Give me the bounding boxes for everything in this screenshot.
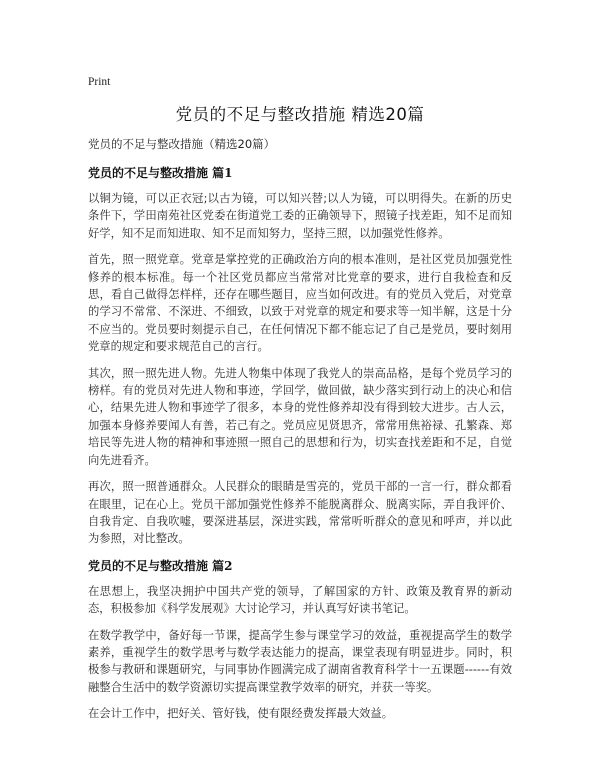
paragraph: 再次，照一照普通群众。人民群众的眼睛是雪亮的，党员干部的一言一行，群众都看在眼里，记在心上。党员干部加强党性修养不能脱离群众、脱离实际，弄自我评价、自我肯定、自我吹嘘，要深进基层，深进实践，常常听听群众的意见和呼声，并以此为参照，对比整改。 [88,480,512,546]
paragraph: 首先，照一照党章。党章是掌控党的正确政治方向的根本准则，是社区党员加强党性修养的根本标准。每一个社区党员都应当常常对比党章的要求，进行自我检查和反思，看自己做得怎样样，还存在哪些题目，应当如何改进。有的党员入党后，对党章的学习不常常、不深进、不细致，以致于对党章的规定和要求等一知半解，这是十分不应当的。党员要时刻提示自己，在任何情况下都不能忘记了自己是党员，要时刻用党章的规定和要求规范自己的言行。 [88,253,512,354]
paragraph: 以铜为镜，可以正衣冠;以古为镜，可以知兴替;以人为镜，可以明得失。在新的历史条件下，学田南苑社区党委在街道党工委的正确领导下，照镜子找差距，知不足而知好学，知不足而知进取、知不足而知努力，坚持三照，以加强党性修养。 [88,192,512,240]
paragraph: 其次，照一照先进人物。先进人物集中体现了我党人的崇高品格，是每个党员学习的榜样。有的党员对先进人物和事迹，学回学，做回做，缺少落实到行动上的决心和信心，结果先进人物和事迹学了很多，本身的党性修养却没有得到较大进步。古人云，加强本身修养要闻人有善，若己有之。党员应见贤思齐，常常用焦裕禄、孔繁森、郑培民等先进人物的精神和事迹照一照自己的思想和行为，切实查找差距和不足，自觉向先进看齐。 [88,366,512,467]
paragraph: 在思想上，我坚决拥护中国共产党的领导，了解国家的方针、政策及教育界的新动态，积极参加《科学发展观》大讨论学习，并认真写好读书笔记。 [88,584,512,616]
paragraph: 在会计工作中，把好关、管好钱，使有限经费发挥最大效益。 [88,707,394,721]
print-link[interactable]: Print [88,76,111,88]
paragraph: 在数学教学中，备好每一节课，提高学生参与课堂学习的效益，重视提高学生的数学素养，重视学生的数学思考与数学表达能力的提高，课堂表现有明显进步。同时，积极参与教研和课题研究，与同事协作圆满完成了湖南省教育科学十一五课题------有效融整合生活中的数学资源切实提高课堂教学效率的研究，并获一等奖。 [88,628,512,694]
document-subtitle: 党员的不足与整改措施（精选20篇） [88,137,276,151]
section-1 [88,164,512,548]
section-2 [88,557,512,723]
section-heading: 党员的不足与整改措施 篇1 [88,166,233,180]
document-title: 党员的不足与整改措施 精选20篇 [175,105,425,124]
section-heading: 党员的不足与整改措施 篇2 [88,558,233,573]
